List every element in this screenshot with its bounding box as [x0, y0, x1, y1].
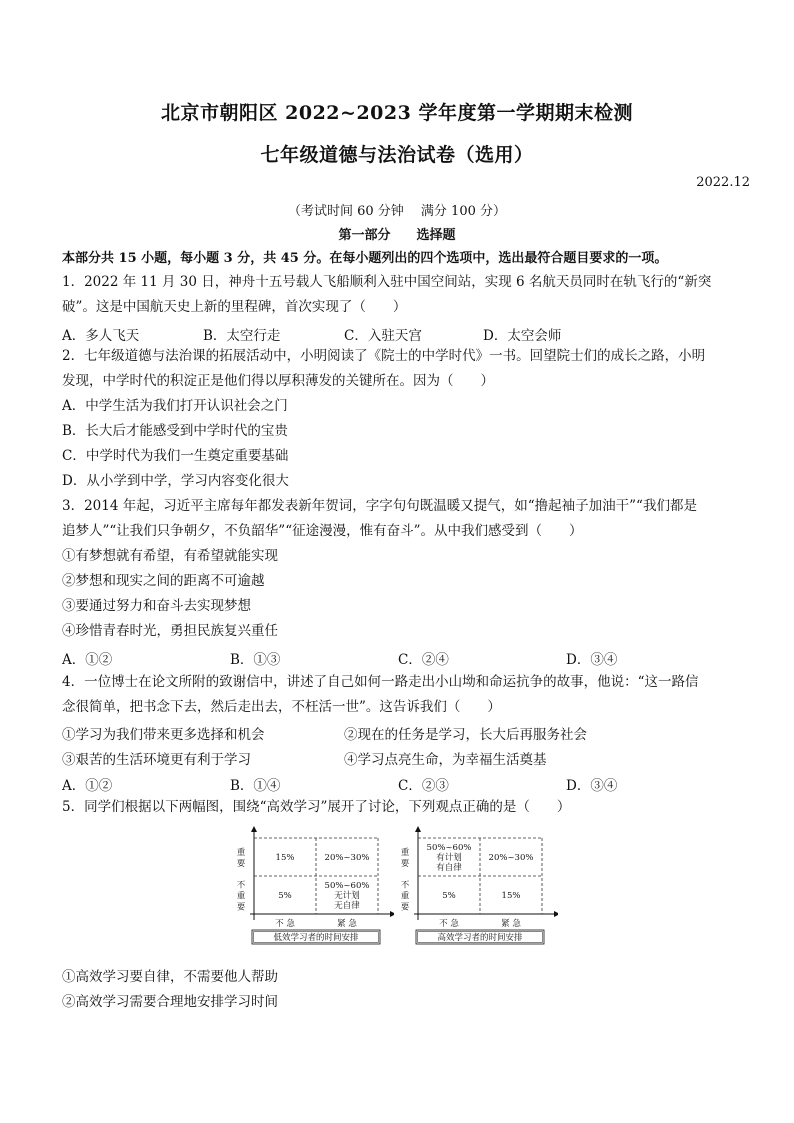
- row-label: 要: [236, 902, 246, 913]
- exam-subtitle: 七年级道德与法治试卷（选用）: [260, 144, 534, 166]
- question-4-line-1: 4．一位博士在论文所附的致谢信中，讲述了自己如何一路走出小山坳和命运抗争的故事，他说：“这一路信: [62, 674, 699, 690]
- row-label: 要: [400, 859, 410, 869]
- option-d: D．③④: [566, 778, 618, 794]
- exam-date: 2022.12: [696, 175, 750, 190]
- option-b: B．①③: [230, 652, 281, 668]
- question-4-statement-3: ③艰苦的生活环境更有利于学习: [62, 752, 251, 768]
- cell-value: 5%: [278, 891, 292, 901]
- question-5-statement-2: ②高效学习需要合理地安排学习时间: [62, 994, 278, 1010]
- cell-value: 15%: [501, 891, 521, 901]
- question-3-line-2: 追梦人”“让我们只争朝夕，不负韶华”“征途漫漫，惟有奋斗”。从中我们感受到（ ）: [62, 523, 583, 539]
- row-label: 不: [400, 880, 410, 891]
- row-label: 重: [236, 848, 246, 858]
- exam-title: 北京市朝阳区 2022~2023 学年度第一学期期末检测: [161, 102, 633, 124]
- question-3-line-1: 3．2014 年起，习近平主席每年都发表新年贺词，字字句句既温暖又提气，如“撸起袖子加油干”“我们都是: [62, 498, 697, 514]
- time-chart-low-efficiency: [228, 826, 394, 960]
- option-b: B．①④: [230, 778, 281, 794]
- option-c: C．②③: [398, 778, 449, 794]
- cell-value: 20%~30%: [488, 853, 534, 863]
- question-2-option-b: B．长大后才能感受到中学时代的宝贵: [62, 423, 288, 439]
- cell-value: 无自律: [334, 901, 360, 911]
- cell-value: 50%~60%: [426, 843, 472, 853]
- question-5-line-1: 5．同学们根据以下两幅图，围绕“高效学习”展开了讨论，下列观点正确的是（ ）: [62, 799, 571, 815]
- cell-value: 有自律: [436, 863, 462, 873]
- row-label: 要: [400, 902, 410, 913]
- column-label: 紧 急: [501, 919, 521, 929]
- question-4-statement-2: ②现在的任务是学习，长大后再服务社会: [344, 727, 587, 743]
- question-3-statement-1: ①有梦想就有希望，有希望就能实现: [62, 548, 278, 564]
- chart-caption: 高效学习者的时间安排: [437, 933, 523, 943]
- column-label: 不 急: [439, 919, 459, 929]
- question-1-line-1: 1．2022 年 11 月 30 日，神舟十五号载人飞船顺利入驻中国空间站，实现 6 名航天员同时在轨飞行的“新突: [62, 274, 712, 290]
- cell-value: 5%: [442, 891, 456, 901]
- cell-value: 无计划: [334, 891, 360, 901]
- question-4-statement-4: ④学习点亮生命，为幸福生活奠基: [344, 752, 547, 768]
- column-label: 紧 急: [337, 919, 357, 929]
- chart-caption: 低效学习者的时间安排: [273, 933, 359, 943]
- row-label: 重: [400, 848, 410, 858]
- option-a: A．①②: [62, 778, 113, 794]
- column-label: 不 急: [275, 919, 295, 929]
- part-heading: 第一部分 选择题: [338, 228, 456, 243]
- question-4-line-2: 念很简单，把书念下去，然后走出去，不枉活一世”。这告诉我们（ ）: [62, 699, 501, 715]
- cell-value: 20%~30%: [324, 853, 370, 863]
- option-d: D．③④: [566, 652, 618, 668]
- question-5-statement-1: ①高效学习要自律，不需要他人帮助: [62, 969, 278, 985]
- question-2-option-a: A．中学生活为我们打开认识社会之门: [62, 398, 288, 414]
- question-3-statement-3: ③要通过努力和奋斗去实现梦想: [62, 598, 251, 614]
- cell-value: 15%: [275, 853, 295, 863]
- option-b: B．太空行走: [203, 328, 281, 344]
- question-2-line-1: 2．七年级道德与法治课的拓展活动中，小明阅读了《院士的中学时代》一书。回望院士们的成长之路，小明: [62, 348, 706, 364]
- option-a: A．①②: [62, 652, 113, 668]
- question-2-option-d: D．从小学到中学，学习内容变化很大: [62, 473, 289, 489]
- x-axis-arrow-icon: [554, 911, 558, 917]
- y-axis-arrow-icon: [251, 826, 257, 832]
- option-a: A．多人飞天: [62, 328, 140, 344]
- question-2-line-2: 发现，中学时代的积淀正是他们得以厚积薄发的关键所在。因为（ ）: [62, 373, 494, 389]
- question-3-statement-4: ④珍惜青春时光，勇担民族复兴重任: [62, 623, 278, 639]
- row-label: 重: [236, 891, 246, 902]
- option-c: C．②④: [398, 652, 449, 668]
- part-instructions: 本部分共 15 小题，每小题 3 分，共 45 分。在每小题列出的四个选项中，选出最符合题目要求的一项。: [62, 251, 668, 266]
- question-3-statement-2: ②梦想和现实之间的距离不可逾越: [62, 573, 265, 589]
- cell-value: 50%~60%: [324, 881, 370, 891]
- row-label: 不: [236, 880, 246, 891]
- question-4-statement-1: ①学习为我们带来更多选择和机会: [62, 727, 265, 743]
- question-1-line-2: 破”。这是中国航天史上新的里程碑，首次实现了（ ）: [62, 299, 407, 315]
- exam-info: （考试时间 60 分钟 满分 100 分）: [287, 204, 507, 219]
- option-d: D．太空会师: [483, 328, 562, 344]
- row-label: 重: [400, 891, 410, 902]
- y-axis-arrow-icon: [415, 826, 421, 832]
- option-c: C．入驻天宫: [344, 328, 422, 344]
- question-2-option-c: C．中学时代为我们一生奠定重要基础: [62, 448, 289, 464]
- row-label: 要: [236, 859, 246, 869]
- time-chart-high-efficiency: [392, 826, 558, 960]
- cell-value: 有计划: [436, 853, 462, 863]
